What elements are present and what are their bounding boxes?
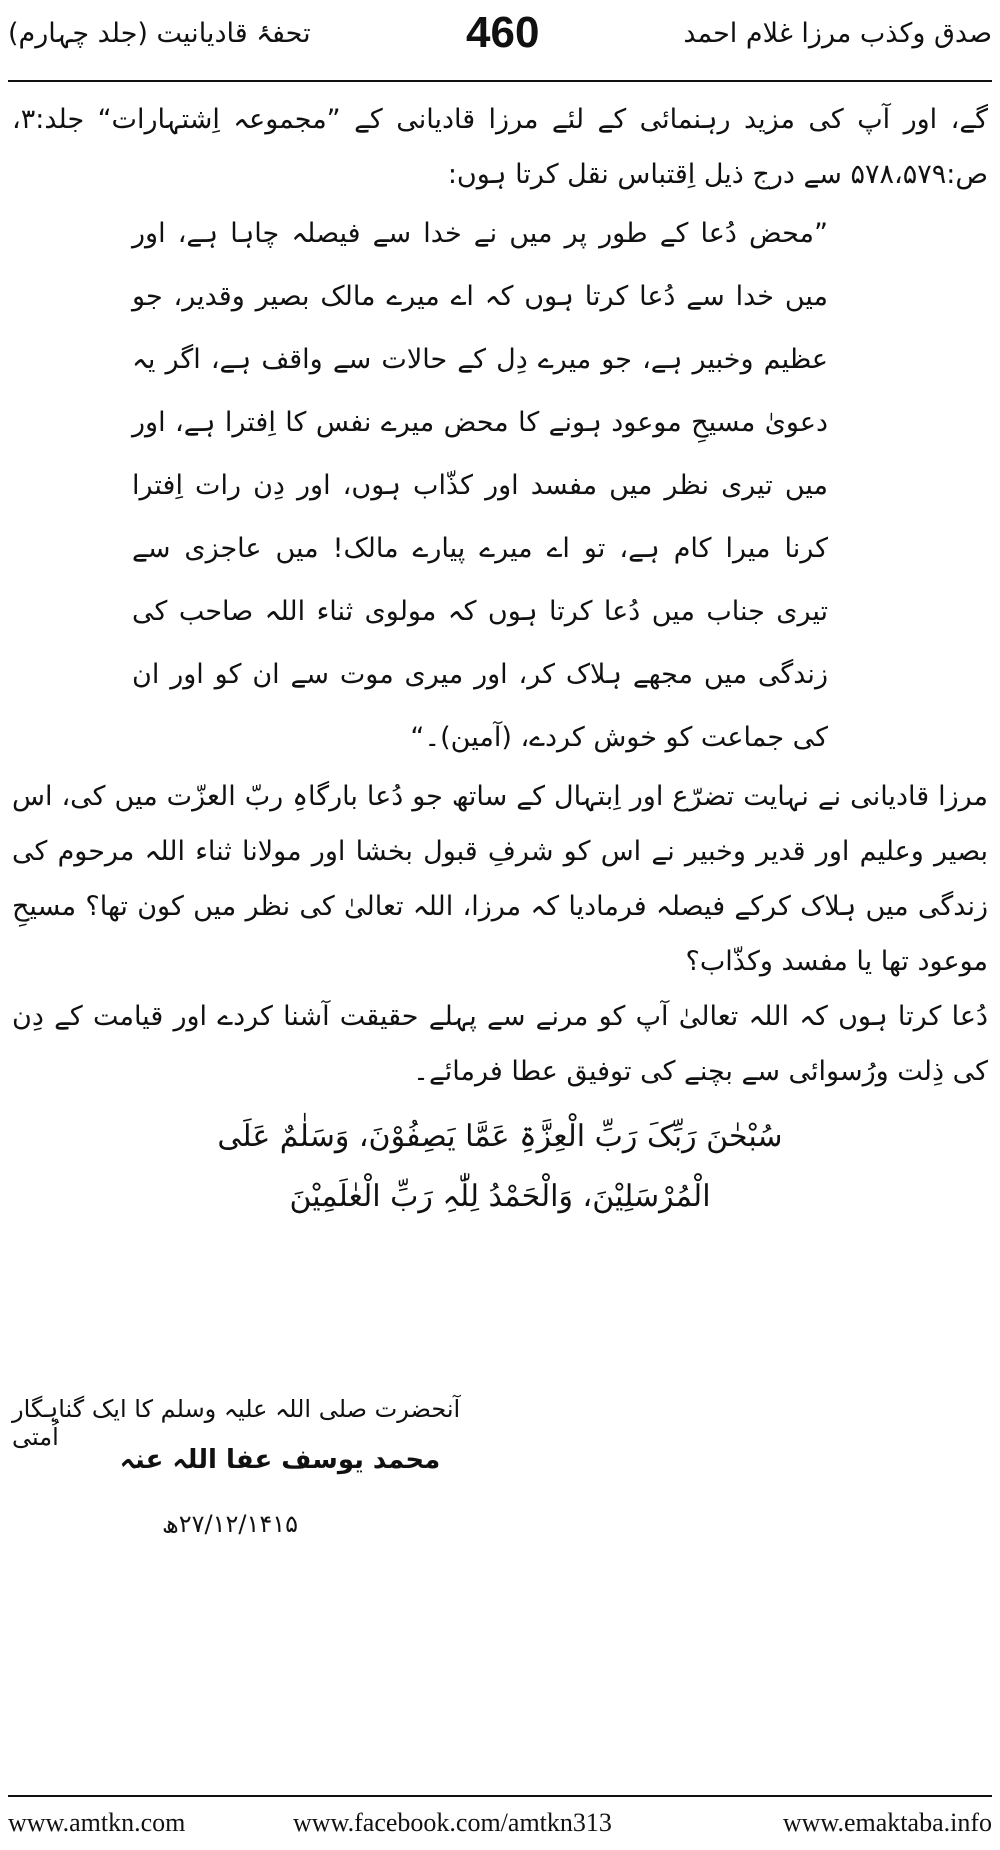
signature-date: ۲۷/۱۲/۱۴۱۵ھ xyxy=(161,1510,299,1538)
paragraph-3: دُعا کرتا ہوں کہ اللہ تعالیٰ آپ کو مرنے سے پہلے حقیقت آشنا کردے اور قیامت کے دِن کی ذِلت ورُسوائی سے بچنے کی توفیق عطا فرمائے۔ xyxy=(12,1001,988,1087)
block-quote: ”محض دُعا کے طور پر میں نے خدا سے فیصلہ چاہا ہے، اور میں خدا سے دُعا کرتا ہوں کہ اے میرے مالک بصیر وقدیر، جو عظیم وخبیر ہے، جو میرے دِل کے حالات سے واقف ہے، اگر یہ دعویٰ مسیحِ موعود ہونے کا محض میرے نفس کا اِفترا ہے، اور میں تیری نظر میں مفسد اور کذّاب ہوں، اور دِن رات اِفترا کرنا میرا کام ہے، تو اے میرے پیارے مالک! میں عاجزی سے تیری جناب میں دُعا کرتا ہوں کہ مولوی ثناء اللہ صاحب کی زندگی میں مجھے ہلاک کر، اور میری موت سے ان کو اور ان کی جماعت کو خوش کردے، (آمین)۔“ xyxy=(132,218,828,753)
closing-prayer xyxy=(12,1107,988,1227)
footer-link-facebook[interactable]: www.facebook.com/amtkn313 xyxy=(293,1808,612,1837)
chapter-title: صدق وکذب مرزا غلام احمد xyxy=(683,18,992,49)
book-title: تحفۂ قادیانیت (جلد چہارم) xyxy=(8,18,311,49)
header-divider xyxy=(8,80,992,82)
signature-name: محمد یوسف عفا اللہ عنہ xyxy=(119,1445,441,1475)
page-header xyxy=(8,8,992,70)
footer-link-emaktaba[interactable]: www.emaktaba.info xyxy=(782,1808,992,1837)
signature-line: آنحضرت صلی اللہ علیہ وسلم کا ایک گناہگار اُمتی xyxy=(12,1395,461,1451)
prayer-line-1: سُبْحٰنَ رَبِّکَ رَبِّ الْعِزَّۃِ عَمَّا یَصِفُوْنَ، وَسَلٰمٌ عَلَی xyxy=(217,1119,783,1154)
main-text xyxy=(12,92,988,1227)
intro-paragraph: گے، اور آپ کی مزید رہنمائی کے لئے مرزا قادیانی کے ”مجموعہ اِشتہارات“ جلد:۳، ص:۵۷۸،۵۷۹ سے درج ذیل اِقتباس نقل کرتا ہوں: xyxy=(12,104,988,190)
prayer-line-2: الْمُرْسَلِیْنَ، وَالْحَمْدُ لِلّٰہِ رَبِّ الْعٰلَمِیْنَ xyxy=(289,1179,711,1214)
footer-link-amtkn[interactable]: www.amtkn.com xyxy=(8,1808,186,1837)
page-footer xyxy=(8,1808,992,1842)
footer-divider xyxy=(8,1795,992,1797)
paragraph-2: مرزا قادیانی نے نہایت تضرّع اور اِبتہال کے ساتھ جو دُعا بارگاہِ ربّ العزّت میں کی، اس بصیر وعلیم اور قدیر وخبیر نے اس کو شرفِ قبول بخشا اور مولانا ثناء اللہ مرحوم کی زندگی میں ہلاک کرکے فیصلہ فرمادیا کہ مرزا، اللہ تعالیٰ کی نظر میں کون تھا؟ مسیحِ موعود تھا یا مفسد وکذّاب؟ xyxy=(12,781,988,977)
page-number: 460 xyxy=(466,8,540,57)
